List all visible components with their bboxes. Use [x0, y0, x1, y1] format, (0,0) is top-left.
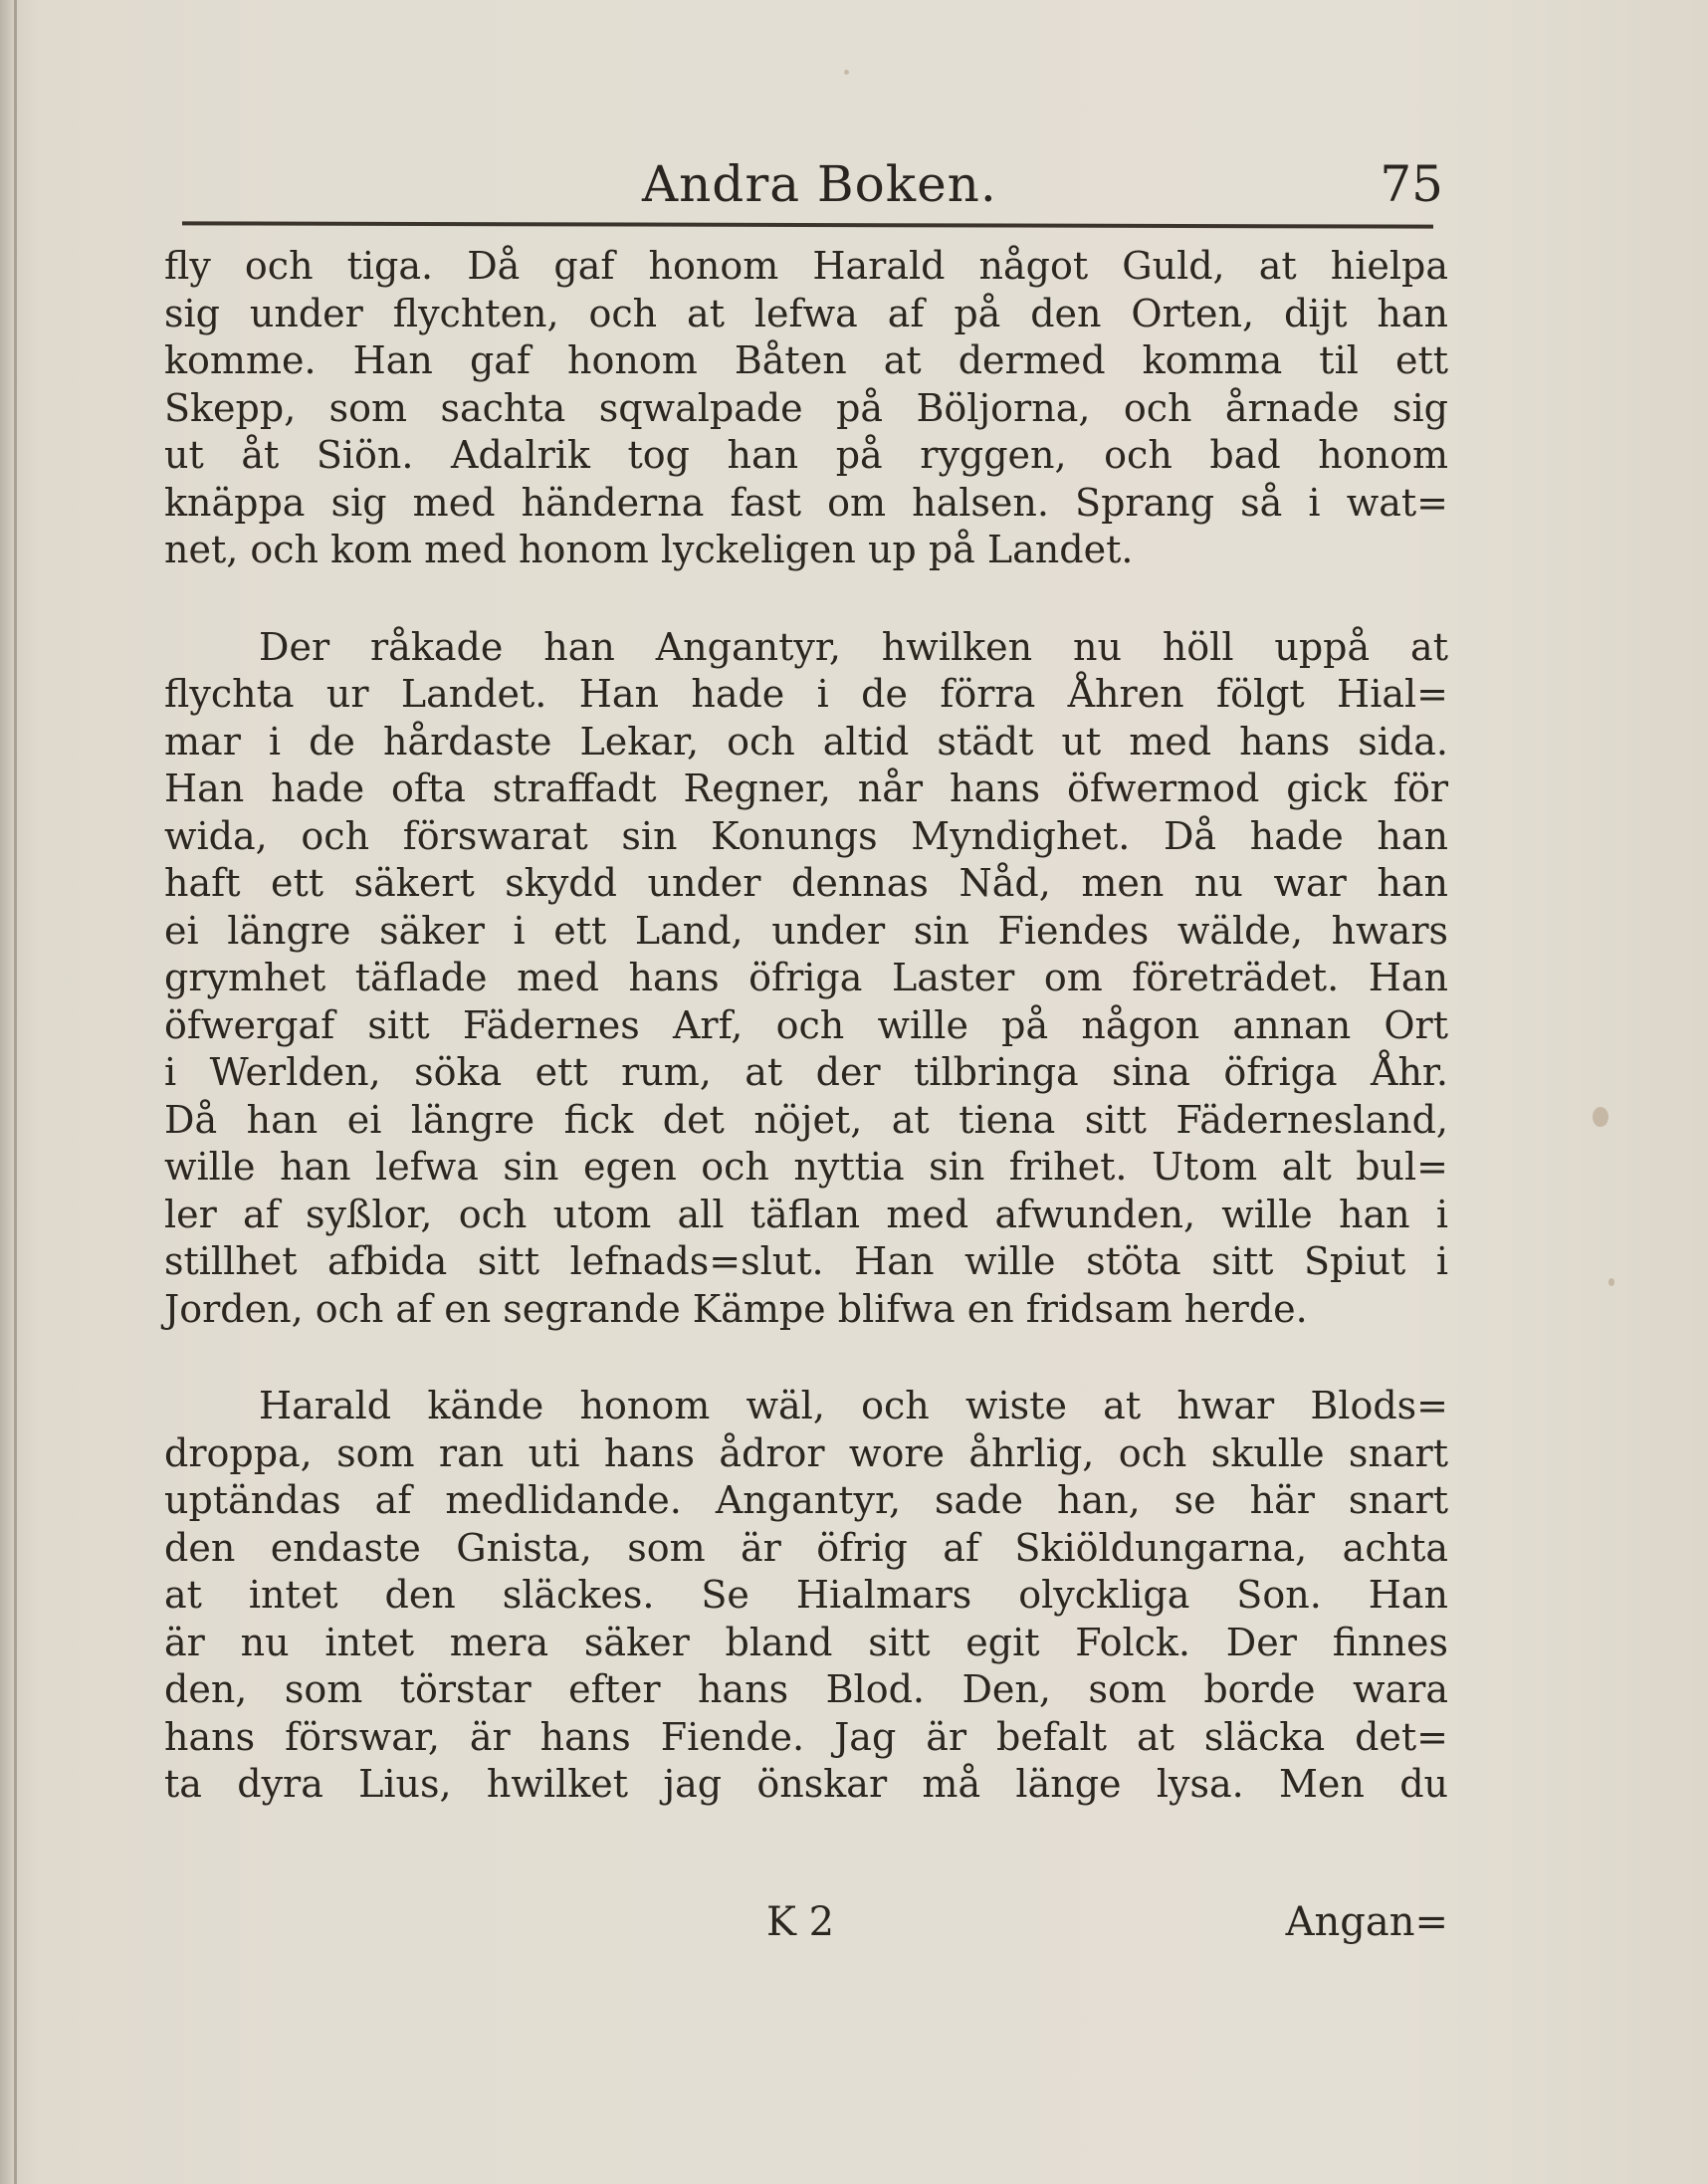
running-title: Andra Boken.: [642, 155, 997, 213]
paragraph-gap: [164, 574, 1448, 624]
text-line: den, som törstar efter hans Blod. Den, som borde wara: [164, 1667, 1448, 1711]
page-header: [169, 149, 1443, 219]
paragraph-gap: [164, 1333, 1448, 1383]
text-line: öfwergaf sitt Fädernes Arf, och wille på någon annan Ort: [164, 1002, 1448, 1047]
text-line: flychta ur Landet. Han hade i de förra Åhren fölgt Hial=: [164, 672, 1448, 716]
text-line: droppa, som ran uti hans ådror wore åhrlig, och skulle snart: [164, 1430, 1448, 1475]
text-line: sig under flychten, och at lefwa af på den Orten, dijt han: [164, 291, 1448, 335]
text-line: hans förswar, är hans Fiende. Jag är befalt at släcka det=: [164, 1714, 1448, 1759]
body-text: [164, 243, 1448, 1809]
header-rule: [182, 221, 1433, 228]
text-line: knäppa sig med händerna fast om halsen. Sprang så i wat=: [164, 480, 1448, 525]
text-line: mar i de hårdaste Lekar, och altid städt ut med hans sida.: [164, 719, 1448, 764]
text-line: Skepp, som sachta sqwalpade på Böljorna, och årnade sig: [164, 385, 1448, 430]
text-line: Han hade ofta straffadt Regner, når hans öfwermod gick för: [164, 766, 1448, 810]
paper-stain: [1608, 1278, 1614, 1286]
text-line: ler af syßlor, och utom all täflan med afwunden, wille han i: [164, 1192, 1448, 1236]
text-line: wida, och förswarat sin Konungs Myndighet. Då hade han: [164, 813, 1448, 858]
text-line: net, och kom med honom lyckeligen up på Landet.: [164, 528, 1134, 571]
paragraph-1: [164, 243, 1448, 574]
text-line: Då han ei längre fick det nöjet, at tiena sitt Fädernesland,: [164, 1097, 1448, 1142]
text-line: stillhet afbida sitt lefnads=slut. Han wille stöta sitt Spiut i: [164, 1239, 1448, 1283]
text-line: haft ett säkert skydd under dennas Nåd, men nu war han: [164, 861, 1448, 905]
text-line: ta dyra Lius, hwilket jag önskar må länge lysa. Men du: [164, 1762, 1448, 1806]
text-line: ei längre säker i ett Land, under sin Fiendes wälde, hwars: [164, 908, 1448, 953]
paper-stain: [1593, 1107, 1608, 1127]
text-line: wille han lefwa sin egen och nyttia sin frihet. Utom alt bul=: [164, 1145, 1448, 1189]
paragraph-2: [164, 624, 1448, 1334]
text-line: Der råkade han Angantyr, hwilken nu höll uppå at: [259, 624, 1448, 669]
text-line: uptändas af medlidande. Angantyr, sade han, se här snart: [164, 1478, 1448, 1522]
text-line: Harald kände honom wäl, och wiste at hwar Blods=: [259, 1384, 1448, 1427]
paragraph-3: [164, 1383, 1448, 1809]
gutter-shadow: [14, 0, 17, 2184]
text-line: ut åt Siön. Adalrik tog han på ryggen, och bad honom: [164, 433, 1448, 477]
text-line: grymhet täflade med hans öfriga Laster om företrädet. Han: [164, 956, 1448, 999]
text-line: är nu intet mera säker bland sitt egit Folck. Der finnes: [164, 1620, 1448, 1664]
paper-stain: [844, 70, 849, 75]
text-line: Jorden, och af en segrande Kämpe blifwa en fridsam herde.: [164, 1286, 1308, 1331]
text-line: komme. Han gaf honom Båten at dermed komma til ett: [164, 338, 1448, 382]
text-line: fly och tiga. Då gaf honom Harald något Guld, at hielpa: [164, 244, 1448, 288]
signature-mark: K 2: [766, 1899, 835, 1945]
text-line: i Werlden, söka ett rum, at der tilbringa sina öfriga Åhr.: [164, 1050, 1448, 1094]
page-number: 75: [1380, 155, 1443, 213]
catchword: Angan=: [1285, 1899, 1448, 1945]
text-line: den endaste Gnista, som är öfrig af Skiöldungarna, achta: [164, 1525, 1448, 1570]
page-footer: [164, 1899, 1448, 1959]
text-line: at intet den släckes. Se Hialmars olyckliga Son. Han: [164, 1573, 1448, 1617]
